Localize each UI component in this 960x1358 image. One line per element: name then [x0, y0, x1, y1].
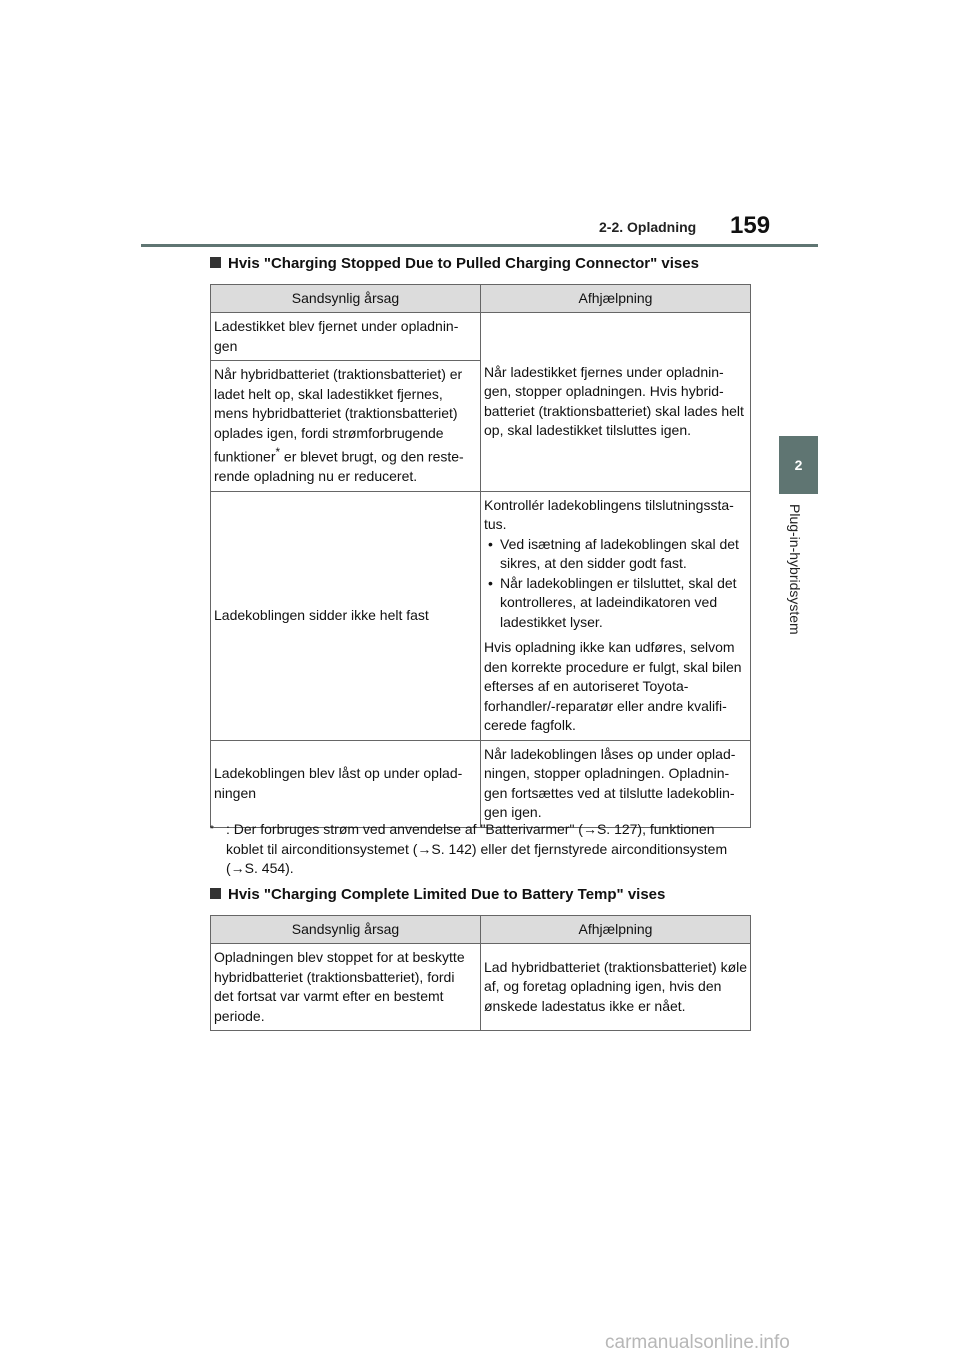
column-header-remedy: Afhjælpning	[481, 285, 751, 313]
heading-marker-icon	[210, 257, 221, 268]
remedy-cell: Når ladekoblingen låses op under oplad-ningen, stopper opladningen. Opladnin-gen fortsættes ved at tilslutte ladekoblin-gen igen.	[481, 740, 751, 827]
chapter-label: Plug-in-hybridsystem	[787, 504, 803, 635]
table-row	[211, 944, 751, 1031]
cause-cell: Ladekoblingen blev låst op under oplad-ningen	[211, 740, 481, 827]
list-item: • Når ladekoblingen er tilsluttet, skal det kontrolleres, at ladeindikatoren ved ladestikket lyser.	[484, 574, 747, 633]
troubleshooting-table-pulled-connector	[210, 284, 751, 828]
page-number: 159	[730, 212, 771, 239]
remedy-bullet-list	[484, 535, 747, 633]
section-heading-text: Hvis "Charging Complete Limited Due to Battery Temp" vises	[228, 886, 666, 903]
cause-cell: Ladestikket blev fjernet under opladnin-gen	[211, 313, 481, 361]
list-item: • Ved isætning af ladekoblingen skal det sikres, at den sidder godt fast.	[484, 535, 747, 574]
remedy-outro: Hvis opladning ikke kan udføres, selvom den korrekte procedure er fulgt, skal bilen efterses af en autoriseret Toyota-forhandler/-reparatør eller andre kvalifi-cerede fagfolk.	[484, 639, 742, 734]
header-rule	[141, 244, 818, 247]
section-heading-battery-temp	[210, 886, 665, 903]
footnote-mark: *	[275, 446, 281, 459]
cause-text-continued: er blevet brugt, og den reste-rende opladning nu er reduceret.	[214, 448, 464, 485]
section-header: 2-2. Opladning	[599, 219, 697, 235]
section-heading-pulled-connector	[210, 255, 699, 272]
remedy-cell	[481, 491, 751, 740]
column-header-remedy: Afhjælpning	[481, 916, 751, 944]
cause-cell	[211, 361, 481, 492]
table-header-row	[211, 916, 751, 944]
heading-marker-icon	[210, 888, 221, 899]
remedy-cell: Lad hybridbatteriet (traktionsbatteriet) køle af, og foretag opladning igen, hvis den ønskede ladestatus ikke er nået.	[481, 944, 751, 1031]
chapter-tab: 2	[779, 436, 818, 494]
table-row	[211, 313, 751, 361]
footnote-text: : Der forbruges strøm ved anvendelse af "Batterivarmer" (→S. 127), funktionen koblet til airconditionsystemet (→S. 142) eller det fjernstyrede airconditionsystem (→S. 454).	[226, 821, 728, 876]
column-header-cause: Sandsynlig årsag	[211, 285, 481, 313]
cause-cell: Opladningen blev stoppet for at beskytte hybridbatteriet (traktionsbatteriet), fordi det fortsat var varmt efter en bestemt periode.	[211, 944, 481, 1031]
column-header-cause: Sandsynlig årsag	[211, 916, 481, 944]
table-row	[211, 740, 751, 827]
remedy-intro: Kontrollér ladekoblingens tilslutningssta-tus.	[484, 496, 734, 533]
table-row	[211, 491, 751, 740]
watermark: carmanualsonline.info	[605, 1332, 790, 1353]
troubleshooting-table-battery-temp	[210, 915, 751, 1031]
footnote-mark: *	[210, 824, 214, 835]
cause-text: Når hybridbatteriet (traktionsbatteriet) er ladet helt op, skal ladestikket fjernes, mens hybridbatteriet (traktionsbatteriet) oplades igen, fordi strømforbrugende funktioner	[214, 366, 463, 465]
remedy-cell: Når ladestikket fjernes under opladnin-gen, stopper opladningen. Hvis hybrid-batteriet (traktionsbatteriet) skal lades helt op, skal ladestikket tilsluttes igen.	[481, 313, 751, 492]
cause-cell: Ladekoblingen sidder ikke helt fast	[211, 491, 481, 740]
footnote	[210, 820, 755, 879]
table-header-row	[211, 285, 751, 313]
section-heading-text: Hvis "Charging Stopped Due to Pulled Charging Connector" vises	[228, 255, 699, 272]
